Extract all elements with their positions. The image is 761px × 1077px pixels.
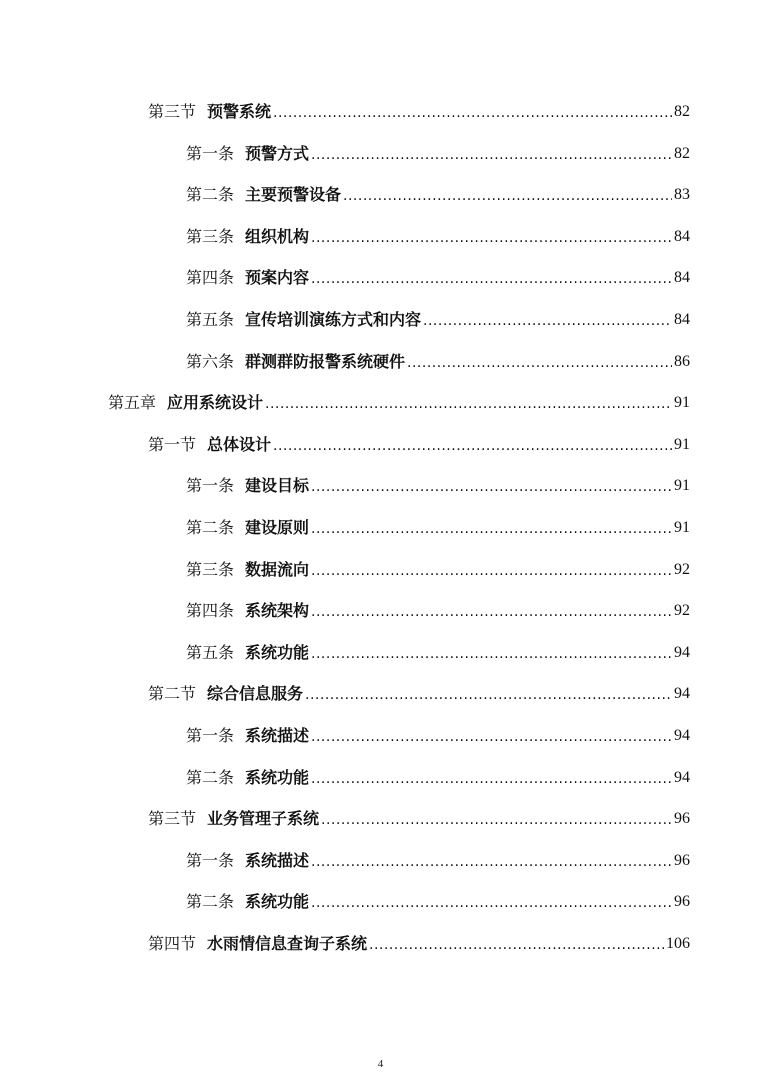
toc-entry-title: 数据流向	[245, 559, 310, 579]
dot-leader	[311, 603, 672, 621]
toc-entry[interactable]	[186, 722, 690, 746]
toc-entry-page: 106	[666, 935, 690, 952]
toc-entry-page: 91	[674, 394, 690, 412]
toc-entry-title: 建设原则	[245, 518, 310, 537]
toc-entry[interactable]	[186, 514, 690, 538]
toc-entry[interactable]	[148, 805, 690, 829]
toc-entry-page: 86	[674, 352, 690, 370]
toc-entry-number: 第一节	[148, 434, 197, 454]
toc-entry-title: 预警方式	[245, 143, 310, 163]
dot-leader	[311, 146, 672, 164]
toc-entry-number: 第三节	[148, 102, 197, 121]
toc-entry-title: 水雨情信息查询子系统	[207, 934, 368, 953]
toc-entry-title: 综合信息服务	[207, 684, 304, 704]
toc-entry[interactable]	[186, 764, 690, 788]
toc-entry-title: 系统描述	[245, 726, 310, 745]
dot-leader	[273, 437, 672, 455]
toc-entry-number: 第二条	[186, 892, 235, 912]
toc-entry-number: 第二节	[148, 684, 197, 704]
dot-leader	[321, 811, 672, 829]
dot-leader	[311, 894, 672, 912]
dot-leader	[343, 187, 672, 205]
toc-entry-page: 96	[674, 851, 690, 869]
toc-entry-title: 建设目标	[245, 476, 310, 496]
dot-leader	[311, 853, 672, 871]
dot-leader	[407, 354, 672, 372]
toc-entry-page: 84	[674, 311, 690, 328]
toc-entry[interactable]	[186, 348, 690, 372]
toc-entry-number: 第二条	[186, 767, 235, 787]
toc-entry-title: 群测群防报警系统硬件	[245, 351, 406, 371]
dot-leader	[311, 478, 672, 496]
toc-entry-page: 94	[674, 685, 690, 703]
toc-entry-number: 第三条	[186, 226, 235, 246]
toc-entry-number: 第五条	[186, 642, 235, 662]
toc-entry[interactable]	[186, 140, 690, 164]
toc-entry-number: 第五条	[186, 310, 235, 329]
toc-entry-number: 第六条	[186, 351, 235, 371]
page-number: 4	[377, 1058, 384, 1070]
dot-leader	[311, 770, 672, 788]
toc-entry-title: 预案内容	[245, 268, 310, 288]
toc-entry[interactable]	[186, 223, 690, 247]
toc-entry-page: 82	[674, 103, 690, 120]
dot-leader	[311, 270, 672, 288]
dot-leader	[273, 104, 672, 122]
toc-entry-number: 第三节	[148, 809, 197, 829]
dot-leader	[265, 395, 672, 413]
toc-entry-page: 96	[674, 893, 690, 911]
dot-leader	[369, 936, 664, 954]
toc-entry-title: 业务管理子系统	[207, 809, 320, 829]
toc-entry-page: 84	[674, 269, 690, 287]
toc-entry-title: 系统架构	[245, 601, 310, 621]
toc-entry-page: 92	[674, 560, 690, 578]
toc-entry-page: 94	[674, 768, 690, 786]
dot-leader	[311, 728, 672, 746]
toc-entry-page: 91	[674, 519, 690, 536]
dot-leader	[305, 686, 672, 704]
toc-entry-title: 系统描述	[245, 850, 310, 870]
toc-entry[interactable]	[186, 847, 690, 871]
toc-entry-number: 第四条	[186, 268, 235, 288]
dot-leader	[311, 229, 672, 247]
toc-entry-title: 系统功能	[245, 892, 310, 912]
toc-entry-page: 91	[674, 435, 690, 453]
toc-entry-number: 第四条	[186, 601, 235, 621]
toc-entry-number: 第一条	[186, 850, 235, 870]
toc-entry[interactable]	[186, 264, 690, 288]
toc-entry[interactable]	[148, 680, 690, 704]
toc-entry-number: 第一条	[186, 726, 235, 745]
toc-entry[interactable]	[148, 431, 690, 455]
toc-entry-title: 预警系统	[207, 102, 272, 121]
toc-entry-title: 总体设计	[207, 434, 272, 454]
toc-entry-page: 82	[674, 144, 690, 162]
toc-entry[interactable]	[108, 389, 690, 413]
toc-entry-page: 83	[674, 186, 690, 204]
toc-entry-title: 组织机构	[245, 226, 310, 246]
toc-entry-title: 宣传培训演练方式和内容	[245, 310, 422, 329]
toc-entry-number: 第一条	[186, 476, 235, 496]
toc-entry[interactable]	[186, 639, 690, 663]
dot-leader	[311, 645, 672, 663]
toc-entry-number: 第一条	[186, 143, 235, 163]
toc-entry-page: 84	[674, 227, 690, 245]
dot-leader	[423, 312, 672, 330]
toc-entry-page: 91	[674, 477, 690, 495]
toc-entry-page: 96	[674, 810, 690, 828]
toc-entry-number: 第五章	[108, 393, 157, 413]
toc-entry[interactable]	[186, 472, 690, 496]
toc-entry-title: 应用系统设计	[167, 393, 264, 413]
toc-entry-page: 94	[674, 727, 690, 744]
toc-entry-number: 第二条	[186, 518, 235, 537]
dot-leader	[311, 562, 672, 580]
toc-entry-title: 系统功能	[245, 642, 310, 662]
toc-entry[interactable]	[186, 306, 690, 330]
toc-entry-page: 94	[674, 643, 690, 661]
dot-leader	[311, 520, 672, 538]
toc-entry[interactable]	[148, 98, 690, 122]
toc-entry[interactable]	[186, 556, 690, 580]
toc-entry-number: 第二条	[186, 185, 235, 205]
toc-entry[interactable]	[186, 888, 690, 912]
toc-entry-number: 第三条	[186, 559, 235, 579]
toc-entry[interactable]	[186, 597, 690, 621]
toc-entry-number: 第四节	[148, 934, 197, 953]
toc-entry-title: 系统功能	[245, 767, 310, 787]
toc-entry[interactable]	[186, 181, 690, 205]
toc-entry[interactable]	[148, 930, 690, 954]
toc-entry-title: 主要预警设备	[245, 185, 342, 205]
toc-entry-page: 92	[674, 602, 690, 620]
